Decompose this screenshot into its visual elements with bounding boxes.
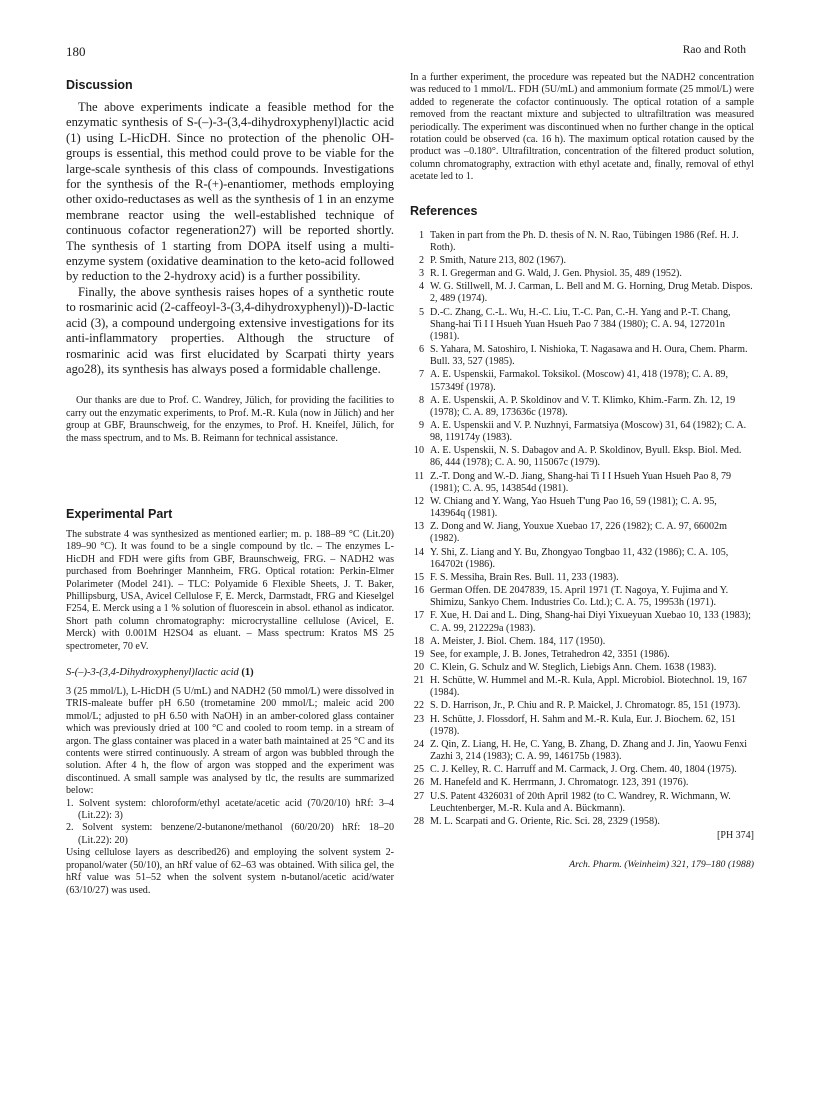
- running-head: Rao and Roth: [682, 44, 746, 56]
- reference-item: [410, 547, 754, 571]
- reference-text: S. Yahara, M. Satoshiro, I. Nishioka, T. Nagasawa and H. Oura, Chem. Pharm. Bull. 33, 527 (1985).: [430, 344, 748, 368]
- reference-item: [410, 610, 754, 634]
- reference-item: [410, 420, 754, 444]
- reference-text: W. G. Stillwell, M. J. Carman, L. Bell and M. G. Horning, Drug Metab. Dispos. 2, 489 (1974).: [430, 281, 753, 305]
- reference-number: 26: [413, 777, 424, 789]
- reference-text: R. I. Gregerman and G. Wald, J. Gen. Physiol. 35, 489 (1952).: [430, 268, 682, 280]
- reference-text: P. Smith, Nature 213, 802 (1967).: [430, 254, 566, 266]
- reference-item: [410, 255, 754, 267]
- reference-list: [410, 230, 754, 828]
- reference-item: [410, 572, 754, 584]
- page-number: 180: [66, 44, 86, 59]
- reference-item: [410, 700, 754, 712]
- reference-item: [410, 816, 754, 828]
- acknowledgement: Our thanks are due to Prof. C. Wandrey, Jülich, for providing the facilities to carry out the enzymatic experiments, to Prof. M.-R. Kula (now in Jülich) and her group at GBF, Braunschweig, for the enzymes, to Prof. H. Kneifel, Jülich, for the mass spectrum, and to Ms. B. Reimann for technical assistance.: [66, 395, 394, 444]
- reference-text: Y. Shi, Z. Liang and Y. Bu, Zhongyao Tongbao 11, 432 (1986); C. A. 105, 164702t (1986).: [430, 546, 729, 570]
- compound-number: (1): [241, 667, 254, 678]
- reference-item: [410, 714, 754, 738]
- reference-number: 12: [413, 495, 424, 507]
- reference-text: Z. Qin, Z. Liang, H. He, C. Yang, B. Zhang, D. Zhang and J. Jin, Yaowu Fenxi Zazhi 3, 214 (1983); C. A. 99, 146175b (1983).: [430, 738, 748, 763]
- solvent-item: 1. Solvent system: chloroform/ethyl acetate/acetic acid (70/20/10) hRf: 3–4 (Lit.22): 3): [66, 797, 394, 822]
- reference-number: 10: [413, 445, 424, 457]
- reference-text: German Offen. DE 2047839, 15. April 1971 (T. Nagoya, Y. Fujima and Y. Shimizu, Sankyo Chem. Industries Co. Ltd.); C. A. 75, 19953h (1971).: [430, 585, 729, 609]
- references-heading: References: [410, 203, 478, 218]
- further-experiment-text: In a further experiment, the procedure was repeated but the NADH2 concentration was reduced to 1 mmol/L. FDH (5U/mL) and ammonium formate (25 mmol/L) were added to regenerate the cofactor continuously. The optical rotation of a sample removed from the reactant mixture and subjected to ultrafiltration was measured periodically. The experiment was discontinued when no further change in the optical rotation could be observed (ca. 16 h). The maximum optical rotation caused by the product was –0.180°. Ultrafiltration, concentration of the filtered product solution, column chromatography, extraction with ethyl acetate and, finally, removal of ethyl acetate led to 1.: [410, 72, 754, 183]
- discussion-paragraph: Finally, the above synthesis raises hopes of a synthetic route to rosmarinic acid (2-caffeoyl-3-(3,4-dihydroxyphenyl))-D-lactic acid (3), a compound undergoing extensive investigations for its anti-inflammatory properties. Although the structure of rosmarinic acid was first elucidated by Scarpati thirty years ago28), its synthesis has always posed a formidable challenge.: [66, 284, 394, 376]
- reference-number: 6: [418, 344, 424, 356]
- reference-item: [410, 791, 754, 815]
- solvent-item: 2. Solvent system: benzene/2-butanone/methanol (60/20/20) hRf: 18–20 (Lit.22): 20): [66, 822, 394, 846]
- reference-text: A. E. Uspenskii and V. P. Nuzhnyi, Farmatsiya (Moscow) 31, 64 (1982); C. A. 98, 119174y (1983).: [430, 420, 747, 444]
- reference-text: W. Chiang and Y. Wang, Yao Hsueh T'ung Pao 16, 59 (1981); C. A. 95, 143964q (1981).: [430, 495, 717, 520]
- reference-text: Taken in part from the Ph. D. thesis of N. N. Rao, Tübingen 1986 (Ref. H. J. Roth).: [430, 229, 739, 253]
- reference-text: C. Klein, G. Schulz and W. Steglich, Liebigs Ann. Chem. 1638 (1983).: [430, 661, 717, 673]
- reference-item: [410, 471, 754, 495]
- reference-text: Z. Dong and W. Jiang, Youxue Xuebao 17, 226 (1982); C. A. 97, 66002m (1982).: [430, 521, 727, 545]
- reference-text: A. E. Uspenskii, Farmakol. Toksikol. (Moscow) 41, 418 (1978); C. A. 89, 157349f (1978).: [430, 369, 728, 393]
- reference-number: 16: [413, 585, 424, 597]
- solvent-list: [66, 798, 394, 848]
- reference-item: [410, 777, 754, 789]
- reference-number: 9: [418, 420, 424, 431]
- reference-item: [410, 230, 754, 254]
- reference-item: [410, 395, 754, 419]
- discussion-heading: Discussion: [66, 78, 133, 92]
- reference-number: 23: [413, 713, 424, 725]
- reference-text: A. E. Uspenskii, A. P. Skoldinov and V. T. Klimko, Khim.-Farm. Zh. 12, 19 (1978); C. A. 89, 173636c (1978).: [430, 394, 736, 418]
- reference-text: D.-C. Zhang, C.-L. Wu, H.-C. Liu, T.-C. Pan, C.-H. Yang and P.-T. Chang, Shang-hai Ti I I Hsueh Yuan Hsueh Pao 7 384 (1980); C. A. 94, 127201n (1981).: [430, 306, 731, 342]
- reference-number: 27: [413, 790, 424, 802]
- reference-item: [410, 268, 754, 280]
- reference-item: [410, 662, 754, 674]
- reference-item: [410, 675, 754, 699]
- procedure-text: 3 (25 mmol/L), L-HicDH (5 U/mL) and NADH2 (50 mmol/L) were dissolved in TRIS-maleate buffer pH 6.50 (trometamine 200 mmol/L; maleic acid 200 mmol/L; adjusted to pH 6.50 with NaOH) in an amber-colored glass container which was previously dried at 100 °C and cooled to room temp. in a stream of argon. The glass container was placed in a water bath maintained at 25 °C and its contents were stirred continuously. A stream of argon was bubbled through the solution. After 4 h, the flow of argon was stopped and the experiment was discontinued. A small sample was analysed by tlc, the results are summarized below:: [66, 686, 394, 797]
- journal-citation: Arch. Pharm. (Weinheim) 321, 179–180 (1988): [569, 859, 754, 870]
- compound-subheading: [66, 667, 394, 678]
- manuscript-code: [PH 374]: [717, 830, 754, 841]
- reference-number: 3: [418, 268, 424, 280]
- reference-number: 8: [418, 394, 424, 406]
- reference-number: 18: [413, 635, 424, 647]
- reference-text: F. Xue, H. Dai and L. Ding, Shang-hai Diyi Yixueyuan Xuebao 10, 133 (1983); C. A. 99, 212229a (1983).: [430, 610, 751, 634]
- reference-text: A. E. Uspenskii, N. S. Dabagov and A. P. Skoldinov, Byull. Eksp. Biol. Med. 86, 444 (1978); C. A. 90, 115067c (1979).: [430, 445, 742, 469]
- reference-item: [410, 445, 754, 469]
- reference-number: 13: [413, 521, 424, 533]
- reference-number: 17: [413, 610, 424, 622]
- reference-text: H. Schütte, J. Flossdorf, H. Sahm and M.-R. Kula, Eur. J. Biochem. 62, 151 (1978).: [430, 713, 736, 737]
- reference-text: F. S. Messiha, Brain Res. Bull. 11, 233 (1983).: [430, 571, 619, 583]
- reference-number: 7: [418, 369, 424, 381]
- reference-item: [410, 636, 754, 648]
- reference-item: [410, 307, 754, 343]
- reference-text: M. L. Scarpati and G. Oriente, Ric. Sci. 28, 2329 (1958).: [430, 815, 660, 827]
- reference-text: See, for example, J. B. Jones, Tetrahedron 42, 3351 (1986).: [430, 648, 670, 660]
- reference-number: 22: [413, 700, 424, 712]
- experimental-intro: The substrate 4 was synthesized as mentioned earlier; m. p. 188–89 °C (Lit.20) 189–90 °C). It was found to be a single compound by tlc. – The enzymes L-HicDH and FDH were gifts from GBF, Braunschweig, FRG. – NADH2 was purchased from Boehringer Mannheim, FRG. Optical rotation: Perkin-Elmer Polarimeter (Model 241). – TLC: Polyamide 6 Flexible Sheets, J. T. Baker, Phillipsburg, USA, Avicel Cellulose F, E. Merck, Darmstadt, FRG and Kieselgel F254, E. Merck using a 1 % solution of fluorescein in absol. ethanol as indicator. Short path column chromatography: microcrystalline cellulose (Avicel, E. Merck) with 0.001M H2SO4 as eluant. – Mass spectrum: Kratos MS 25 spectrometer, 70 eV.: [66, 528, 394, 652]
- reference-item: [410, 344, 754, 368]
- reference-number: 4: [418, 281, 424, 293]
- reference-number: 20: [413, 661, 424, 673]
- reference-number: 2: [418, 254, 424, 266]
- reference-text: C. J. Kelley, R. C. Harruff and M. Carmack, J. Org. Chem. 40, 1804 (1975).: [430, 764, 737, 776]
- reference-number: 21: [413, 675, 424, 687]
- cellulose-text: Using cellulose layers as described26) and employing the solvent system 2-propanol/water (50/10), an hRf value of 62–63 was obtained. With silica gel, the hRf value was 51–52 when the solvent system n-butanol/acetic acid/water (63/10/27) was used.: [66, 847, 394, 896]
- reference-number: 1: [418, 229, 424, 241]
- reference-item: [410, 369, 754, 393]
- reference-text: Z.-T. Dong and W.-D. Jiang, Shang-hai Ti I I Hsueh Yuan Hsueh Pao 8, 79 (1981); C. A. 95, 143854d (1981).: [430, 470, 732, 494]
- left-column: [66, 78, 394, 897]
- reference-number: 19: [413, 648, 424, 660]
- reference-text: A. Meister, J. Biol. Chem. 184, 117 (1950).: [430, 635, 606, 647]
- reference-item: [410, 496, 754, 520]
- reference-item: [410, 585, 754, 609]
- reference-text: S. D. Harrison, Jr., P. Chiu and R. P. Maickel, J. Chromatogr. 85, 151 (1973).: [430, 700, 741, 712]
- reference-text: U.S. Patent 4326031 of 20th April 1982 (to C. Wandrey, R. Wichmann, W. Leuchtenberger, M.-R. Kula and A. Bückmann).: [430, 790, 731, 814]
- reference-item: [410, 764, 754, 776]
- reference-item: [410, 281, 754, 305]
- reference-number: 14: [413, 546, 424, 558]
- reference-number: 25: [413, 764, 424, 776]
- reference-text: H. Schütte, W. Hummel and M.-R. Kula, Appl. Microbiol. Biotechnol. 19, 167 (1984).: [430, 675, 748, 699]
- reference-number: 24: [413, 738, 424, 750]
- experimental-heading: Experimental Part: [66, 506, 173, 521]
- reference-number: 28: [413, 815, 424, 827]
- reference-number: 15: [413, 571, 424, 583]
- reference-item: [410, 521, 754, 545]
- reference-item: [410, 739, 754, 763]
- reference-number: 11: [414, 470, 424, 482]
- reference-item: [410, 649, 754, 661]
- reference-number: 5: [418, 306, 424, 318]
- reference-text: M. Hanefeld and K. Herrmann, J. Chromatogr. 123, 391 (1976).: [430, 777, 689, 789]
- compound-title: S-(–)-3-(3,4-Dihydroxyphenyl)lactic acid: [66, 667, 239, 678]
- discussion-paragraph: The above experiments indicate a feasible method for the enzymatic synthesis of S-(–)-3-(3,4-dihydroxyphenyl)lactic acid (1) using L-HicDH. Since no protection of the phenolic OH-groups is essential, this method could prove to be viable for the large-scale synthesis of this class of compounds. Investigations for the synthesis of the R-(+)-enantiomer, methods employing other oxido-reductases as well as the synthesis of 1 in an enzyme membrane reactor using the well-established technique of continuous cofactor regeneration27) will be reported shortly. The synthesis of 1 starting from DOPA itself using a multi-enzyme system (oxidative deamination to the keto-acid followed by reduction to the 2-hydroxy acid) is a further possibility.: [66, 100, 394, 284]
- right-column: [410, 72, 754, 870]
